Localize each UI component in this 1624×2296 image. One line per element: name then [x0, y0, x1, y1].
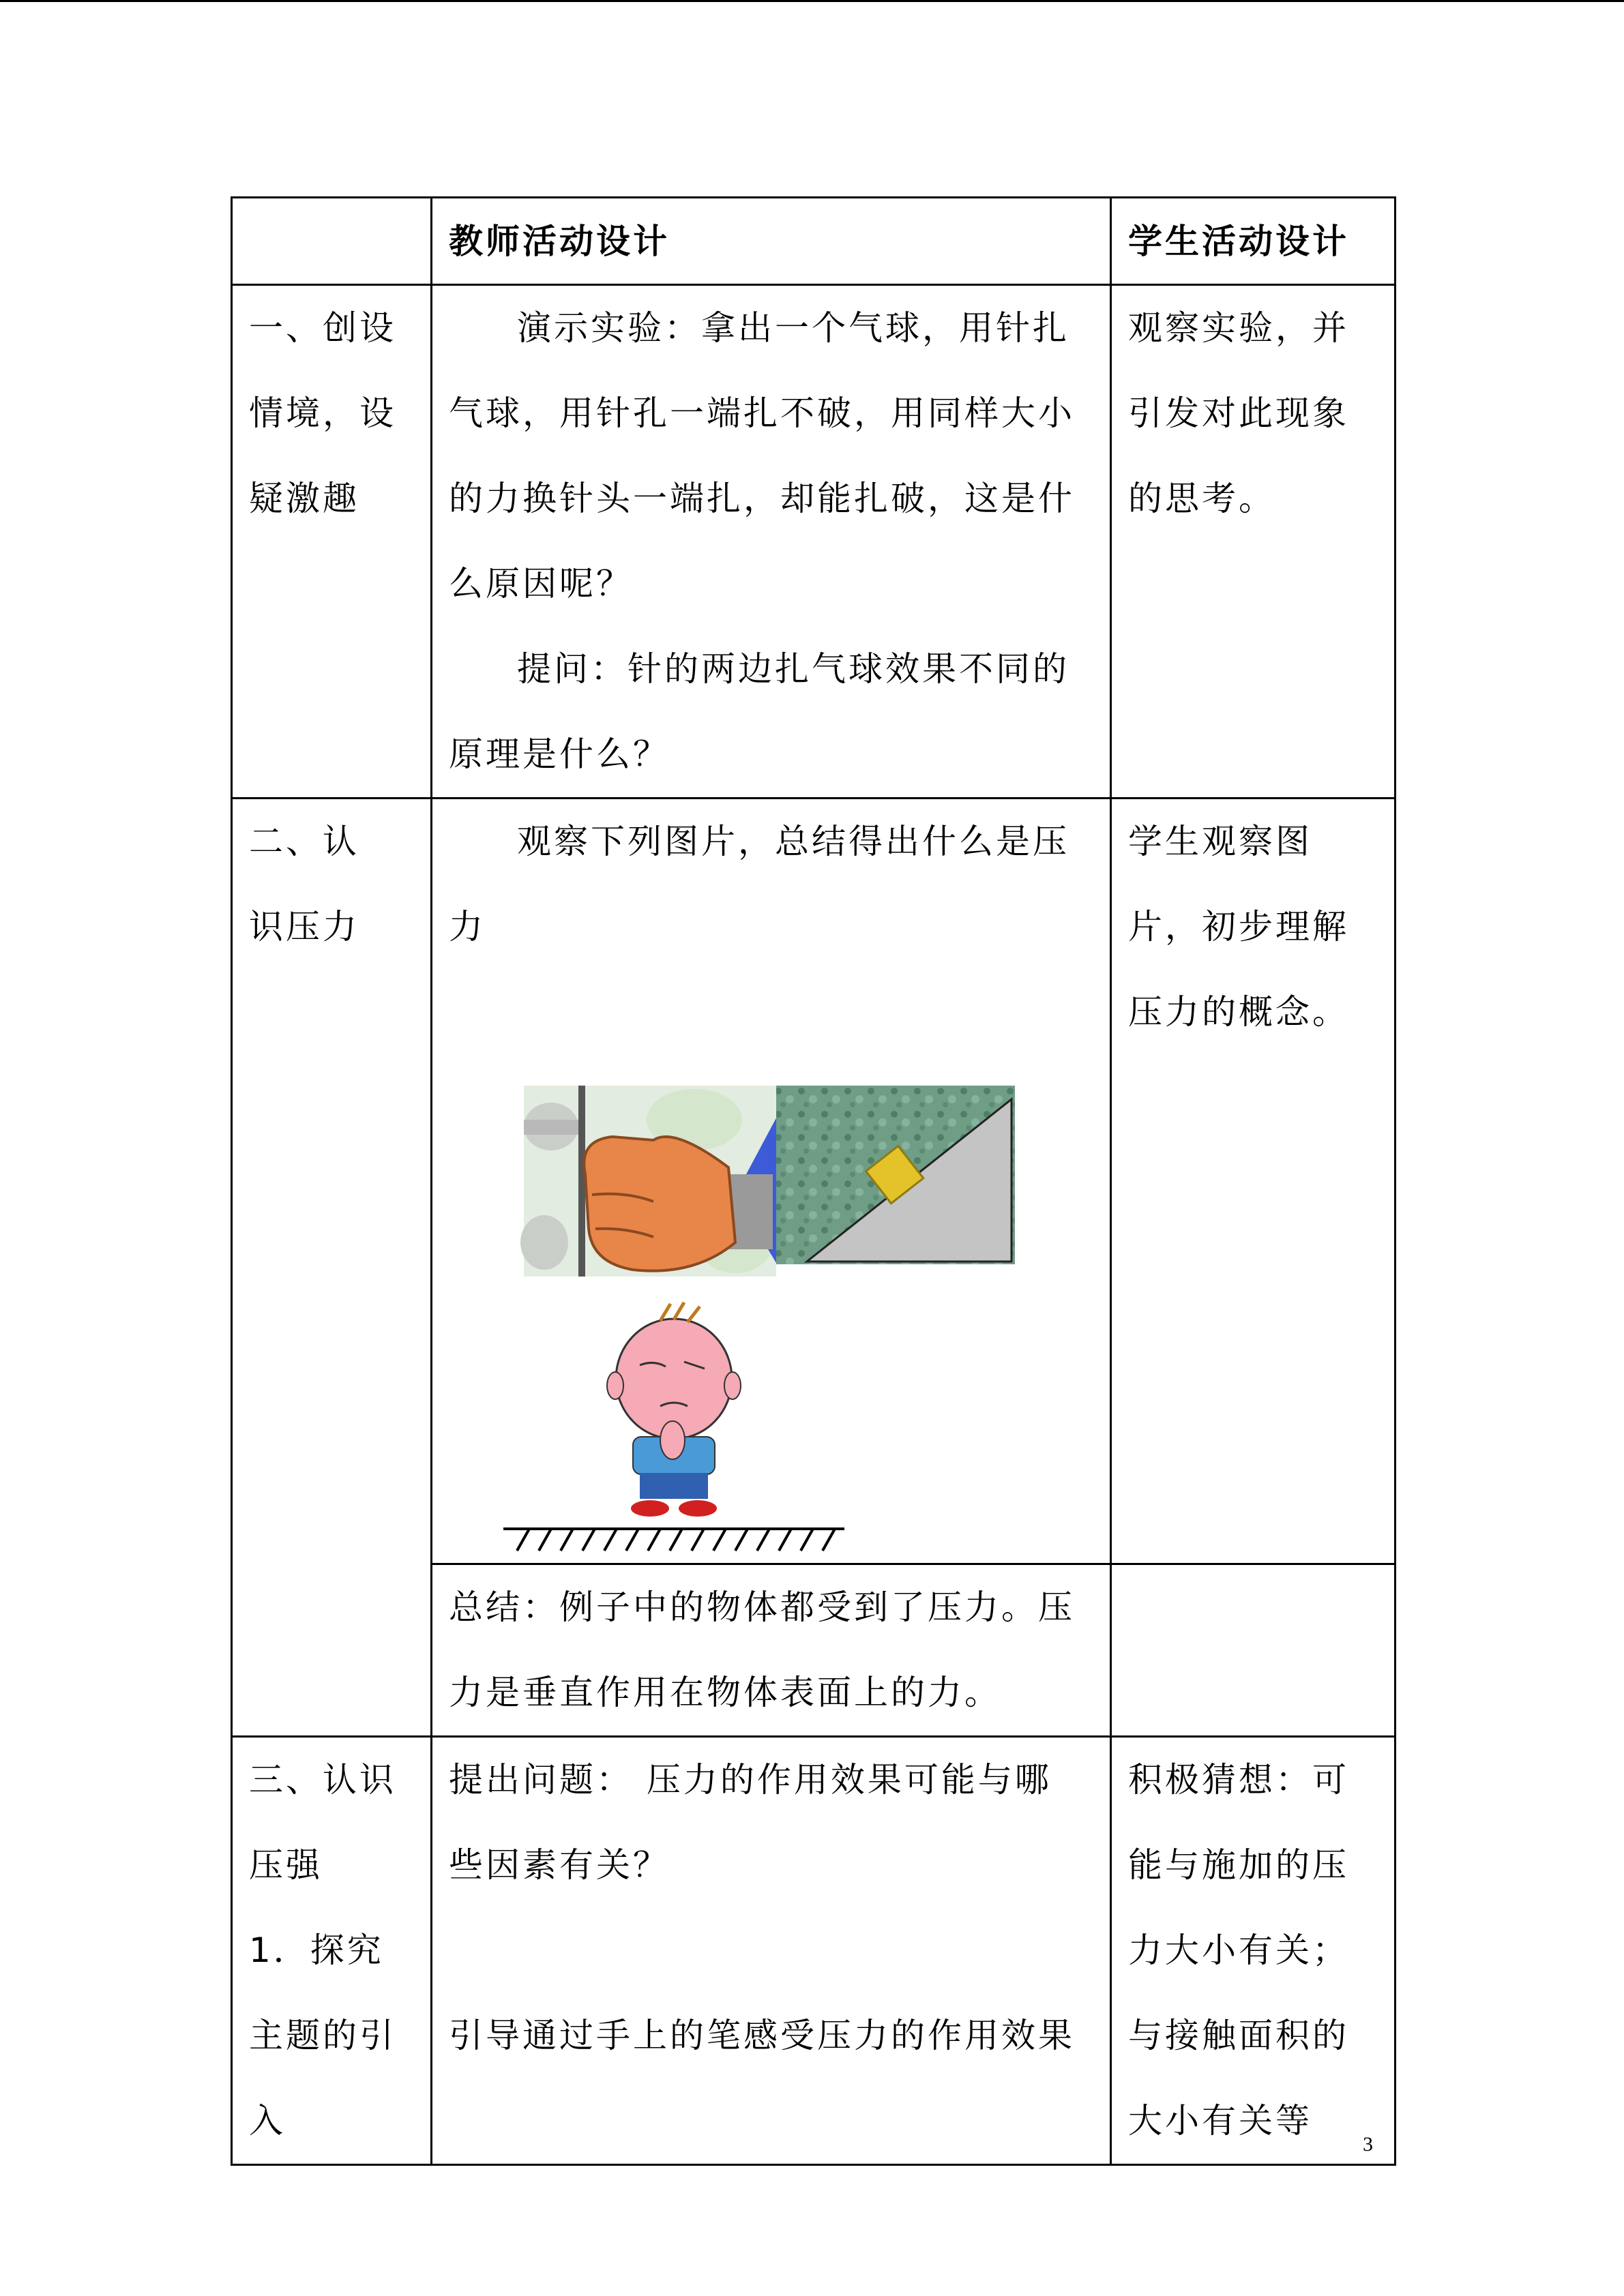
teacher-cell-2: [432, 799, 1111, 1564]
header-teacher-activity: 教师活动设计: [432, 198, 1111, 285]
pressure-illustration-svg: [449, 970, 1111, 1563]
student-line: 的思考。: [1128, 479, 1275, 518]
stage-line: 1．探究: [249, 1930, 384, 1970]
teacher-line: 提问：针的两边扎气球效果不同的: [517, 649, 1069, 689]
teacher-cell-3: [432, 1737, 1111, 2165]
teacher-line: 力: [449, 907, 486, 946]
stage-line: 一、创设: [249, 308, 396, 348]
stage-line: 情境，设: [249, 393, 396, 433]
teacher-line: 气球，用针孔一端扎不破，用同样大小: [449, 393, 1075, 433]
teacher-line: 演示实验：拿出一个气球，用针扎: [517, 308, 1069, 348]
student-line: 压力的概念。: [1128, 992, 1349, 1032]
row-understand-pressure: [232, 799, 1396, 1564]
stage-cell-3: [232, 1737, 432, 2165]
pressure-illustrations: [449, 970, 1111, 1563]
block-on-incline-image: [776, 1086, 1015, 1264]
student-line: 与接触面积的: [1128, 2016, 1349, 2055]
teacher-line: 原理是什么？: [449, 734, 670, 774]
row-create-situation: [232, 285, 1396, 799]
teacher-line: 些因素有关？: [449, 1845, 670, 1885]
teacher-cell-2b: [432, 1564, 1111, 1737]
student-line: 大小有关等: [1128, 2101, 1312, 2141]
ground-hatch-line: [503, 1529, 844, 1551]
stage-line: 二、认: [249, 822, 359, 861]
student-cell-2: [1111, 799, 1396, 1564]
student-line: 积极猜想：可: [1128, 1760, 1349, 1800]
student-line: 学生观察图: [1128, 822, 1312, 861]
header-row: [232, 198, 1396, 285]
cartoon-boy-image: [607, 1302, 741, 1517]
student-cell-3: [1111, 1737, 1396, 2165]
top-border-line: [0, 0, 1624, 2]
teacher-line: 引导通过手上的笔感受压力的作用效果: [449, 2016, 1075, 2055]
page-number: 3: [1363, 2133, 1373, 2156]
teacher-line: 总结：例子中的物体都受到了压力。压: [449, 1587, 1075, 1627]
teacher-line: 么原因呢？: [449, 564, 633, 603]
teacher-line: 力是垂直作用在物体表面上的力。: [449, 1673, 1001, 1712]
stage-cell-1: [232, 285, 432, 799]
teacher-line: 的力换针头一端扎，却能扎破，这是什: [449, 479, 1075, 518]
student-line: 片，初步理解: [1128, 907, 1349, 946]
header-student-activity: 学生活动设计: [1111, 198, 1396, 285]
stage-cell-2: [232, 799, 432, 1737]
stage-line: 压强: [249, 1845, 323, 1885]
header-stage-cell: [232, 198, 432, 285]
student-line: 能与施加的压: [1128, 1845, 1349, 1885]
row-understand-pressure-intensity: [232, 1737, 1396, 2165]
thumb-pressing-wall-image: [520, 1086, 790, 1277]
student-line: 引发对此现象: [1128, 393, 1349, 433]
stage-line: 主题的引: [249, 2016, 396, 2055]
lesson-plan-table: [231, 196, 1396, 2166]
student-line: 力大小有关；: [1128, 1930, 1349, 1970]
teacher-cell-1: [432, 285, 1111, 799]
teacher-line: [449, 1908, 1093, 1993]
teacher-line: 提出问题： 压力的作用效果可能与哪: [449, 1760, 1052, 1800]
stage-line: 疑激趣: [249, 479, 359, 518]
student-cell-1: [1111, 285, 1396, 799]
student-cell-2b: [1111, 1564, 1396, 1737]
teacher-line: 观察下列图片，总结得出什么是压: [517, 822, 1069, 861]
stage-line: 三、认识: [249, 1760, 396, 1800]
student-line: 观察实验，并: [1128, 308, 1349, 348]
stage-line: 识压力: [249, 907, 359, 946]
stage-line: 入: [249, 2101, 286, 2141]
